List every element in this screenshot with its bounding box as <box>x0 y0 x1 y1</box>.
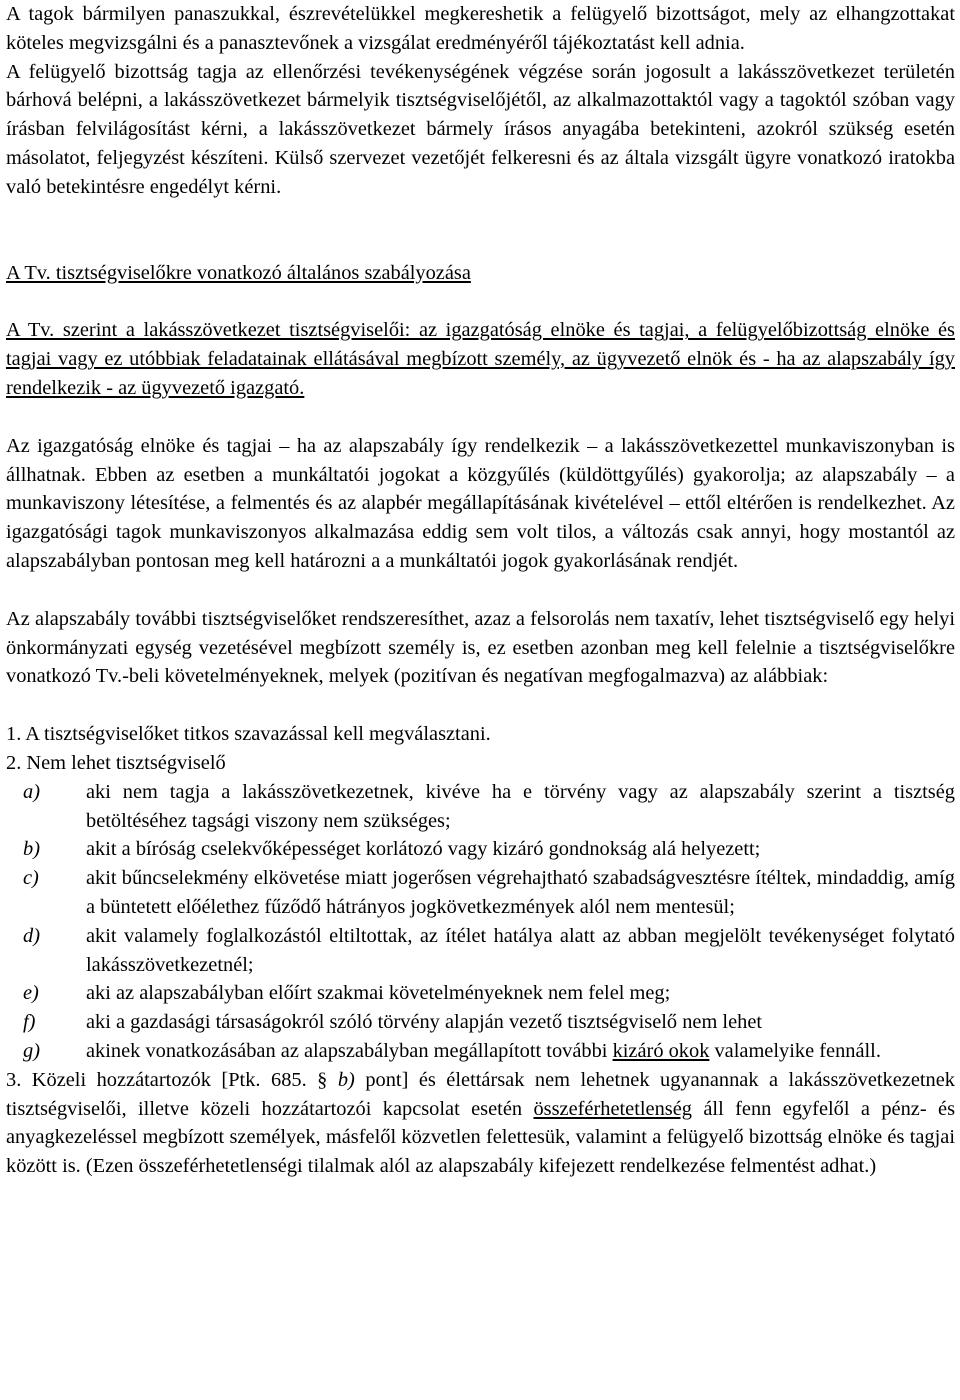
list-item-letter: g) <box>23 1039 40 1062</box>
list-item-text <box>86 1037 955 1066</box>
list-item <box>6 1008 955 1037</box>
list-item <box>6 864 955 922</box>
numbered-item-1: 1. A tisztségviselőket titkos szavazással kell megválasztani. <box>6 723 491 746</box>
list-item-letter: c) <box>23 867 39 890</box>
paragraph-supervisory-rights: A felügyelő bizottság tagja az ellenőrzési tevékenységének végzése során jogosult a lakásszövetkezet területén bárhová belépni, a lakásszövetkezet bármelyik tisztségviselőjétől, az alkalmazottaktól vagy a tagoktól szóban vagy írásban felvilágosítást kérni, a lakásszövetkezet bármely írásos anyagába betekinteni, azokról szükség esetén másolatot, feljegyzést készíteni. Külső szervezet vezetőjét felkeresni és az általa vizsgált ügyre vonatkozó iratokba való betekintésre engedélyt kérni. <box>6 60 955 198</box>
list-item-text: aki az alapszabályban előírt szakmai követelményeknek nem felel meg; <box>86 982 671 1005</box>
list-item-text-part: akinek vonatkozásában az alapszabályban megállapított további <box>86 1039 613 1062</box>
list-item-letter: a) <box>23 780 40 803</box>
paragraph-complaints: A tagok bármilyen panaszukkal, észrevételükkel megkereshetik a felügyelő bizottságot, mely az elhangzottakat köteles megvizsgálni és a panasztevőnek a vizsgálat eredményéről tájékoztatást kell adnia. <box>6 3 955 54</box>
list-item-text: akit valamely foglalkozástól eltiltottak, az ítélet hatálya alatt az abban megjelölt tevékenységet folytató lakásszövetkezetnél; <box>86 924 955 976</box>
list-item-text: akit a bíróság cselekvőképességet korlátozó vagy kizáró gondnokság alá helyezett; <box>86 838 761 861</box>
list-item-letter: f) <box>23 1011 36 1034</box>
paragraph-employment: Az igazgatóság elnöke és tagjai – ha az alapszabály így rendelkezik – a lakásszövetkezettel munkaviszonyban is állhatnak. Ebben az esetben a munkáltatói jogokat a közgyűlés (küldöttgyűlés) gyakorolja; az alapszabály – a munkaviszony létesítése, a felmentés és az alapbér megállapításának kivételével – ettől eltérően is rendelkezhet. Az igazgatósági tagok munkaviszonyos alkalmazása eddig sem volt tilos, a változás csak annyi, hogy mostantól az alapszabályban pontosan meg kell határozni a a munkáltatói jogok gyakorlásának rendjét. <box>6 434 955 572</box>
exclusion-list <box>6 778 955 1066</box>
list-item <box>6 835 955 864</box>
list-item-letter: b) <box>23 838 40 861</box>
list-item <box>6 979 955 1008</box>
text-part: áll fenn egyfelől a pénz- és anyagkezeléssel megbízott személyek, másfelől közvetlen felettesük, valamint a felügyelő bizottság elnöke és tagjai között is. (Ezen összeférhetetlenségi tilalmak alól az alapszabály kifejezett rendelkezése felmentést adhat.) <box>6 1097 956 1178</box>
list-item-letter: d) <box>23 924 40 947</box>
spacer <box>6 576 955 605</box>
list-item-letter: e) <box>23 982 39 1005</box>
italic-reference: b) <box>337 1068 355 1091</box>
paragraph-additional-officials: Az alapszabály további tisztségviselőket rendszeresíthet, azaz a felsorolás nem taxatív, lehet tisztségviselő egy helyi önkormányzati egység vezetésével megbízott személy is, ez esetben azonban meg kell felelnie a tisztségviselőkre vonatkozó Tv.-beli követelményeknek, melyek (pozitívan és negatívan megfogalmazva) az alábbiak: <box>6 607 955 688</box>
section-heading: A Tv. tisztségviselőkre vonatkozó általános szabályozása <box>6 261 471 284</box>
list-item-text: aki nem tagja a lakásszövetkezetnek, kivéve ha e törvény vagy az alapszabály szerint a tisztség betöltéséhez tagsági viszony nem szükséges; <box>86 780 955 832</box>
list-item-text: aki a gazdasági társaságokról szóló törvény alapján vezető tisztségviselő nem lehet <box>86 1011 763 1034</box>
spacer <box>6 691 955 720</box>
list-item-text-part: valamelyike fennáll. <box>709 1039 881 1062</box>
numbered-item-2: 2. Nem lehet tisztségviselő <box>6 751 226 774</box>
spacer <box>6 202 955 259</box>
paragraph-officials-definition: A Tv. szerint a lakásszövetkezet tisztségviselői: az igazgatóság elnöke és tagjai, a felügyelőbizottság elnöke és tagjai vagy ez utóbbiak feladatainak ellátásával megbízott személy, az ügyvezető elnök és - ha az alapszabály így rendelkezik - az ügyvezető igazgató. <box>6 319 955 399</box>
spacer <box>6 287 955 316</box>
list-item-text: akit bűncselekmény elkövetése miatt jogerősen végrehajtható szabadságvesztésre ítéltek, mindaddig, amíg a büntetett előélethez fűződő hátrányos jogkövetkezmények alól nem mentesül; <box>86 867 955 918</box>
list-item <box>6 778 955 836</box>
text-part: pont] és élettársak nem lehetnek ugyanannak a lakásszövetkezetnek tisztségviselői, illetve közeli hozzátartozói kapcsolat esetén <box>6 1068 955 1120</box>
list-item <box>6 1037 955 1066</box>
text-part: 3. Közeli hozzátartozók [Ptk. 685. § <box>6 1068 338 1091</box>
spacer <box>6 403 955 432</box>
underlined-term: összeférhetetlenség <box>533 1097 692 1120</box>
underlined-phrase: kizáró okok <box>612 1039 710 1062</box>
list-item <box>6 922 955 980</box>
numbered-item-3 <box>6 1066 955 1181</box>
